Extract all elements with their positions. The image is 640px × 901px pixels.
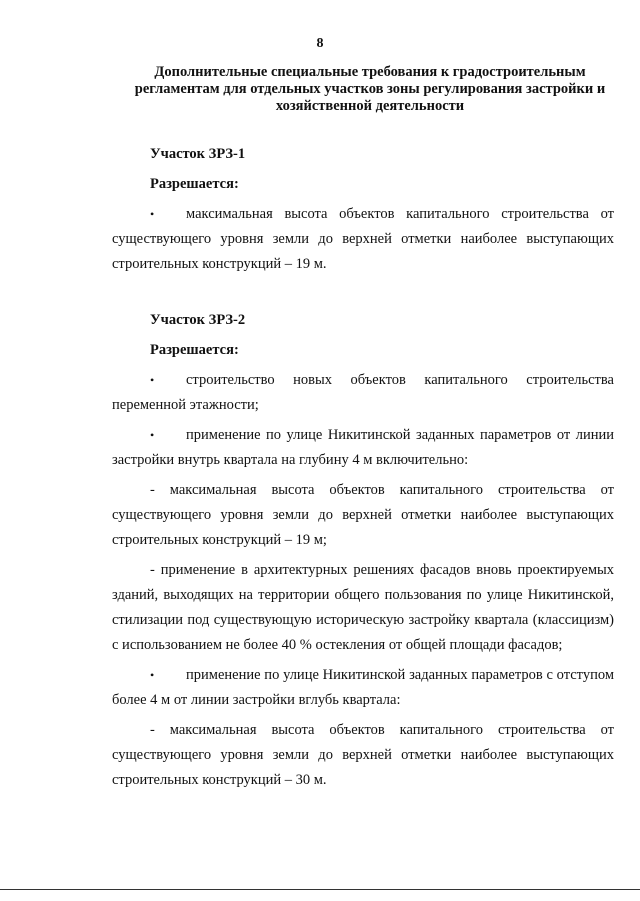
list-item [112, 558, 614, 658]
bullet-marker: • [150, 668, 155, 682]
document-title [120, 64, 620, 115]
page-number: 8 [316, 36, 324, 51]
list-item-text: - максимальная высота объектов капитального строительства от существующего уровня земли до верхней отметки наиболее выступающих строительных конструкций – 30 м. [112, 722, 614, 788]
title-line-2: регламентам для отдельных участков зоны регулирования застройки и [134, 81, 606, 97]
list-item [112, 423, 614, 473]
scan-edge-line [0, 889, 640, 890]
list-item-text: применение по улице Никитинской заданных параметров от линии застройки внутрь квартала на глубину 4 м включительно: [112, 427, 614, 468]
list-item-text: применение по улице Никитинской заданных параметров с отступом более 4 м от линии застройки вглубь квартала: [112, 667, 614, 708]
list-item [112, 202, 614, 277]
document-body [112, 142, 614, 793]
title-line-3: хозяйственной деятельности [275, 98, 465, 114]
list-item [112, 663, 614, 713]
bullet-marker: • [150, 428, 155, 442]
list-item-text: строительство новых объектов капитального строительства переменной этажности; [112, 372, 614, 413]
section-heading-zrz1: Участок ЗРЗ-1 [150, 146, 246, 162]
bullet-marker: • [150, 207, 155, 221]
section-heading-zrz2: Участок ЗРЗ-2 [150, 312, 246, 328]
list-item-text: - максимальная высота объектов капитального строительства от существующего уровня земли до верхней отметки наиболее выступающих строительных конструкций – 19 м; [112, 482, 614, 548]
list-item [112, 478, 614, 553]
list-item-text: - применение в архитектурных решениях фасадов вновь проектируемых зданий, выходящих на территории общего пользования по улице Никитинской, стилизации под существующую историческую застройку квартала (классицизм) с использованием не более 40 % остекления от общей площади фасадов; [112, 562, 614, 653]
list-item [112, 368, 614, 418]
list-item-text: максимальная высота объектов капитального строительства от существующего уровня земли до верхней отметки наиболее выступающих строительных конструкций – 19 м. [112, 206, 614, 272]
allowed-label-zrz2: Разрешается: [150, 342, 239, 358]
title-line-1: Дополнительные специальные требования к градостроительным [154, 64, 586, 80]
list-item [112, 718, 614, 793]
bullet-marker: • [150, 373, 155, 387]
allowed-label-zrz1: Разрешается: [150, 176, 239, 192]
